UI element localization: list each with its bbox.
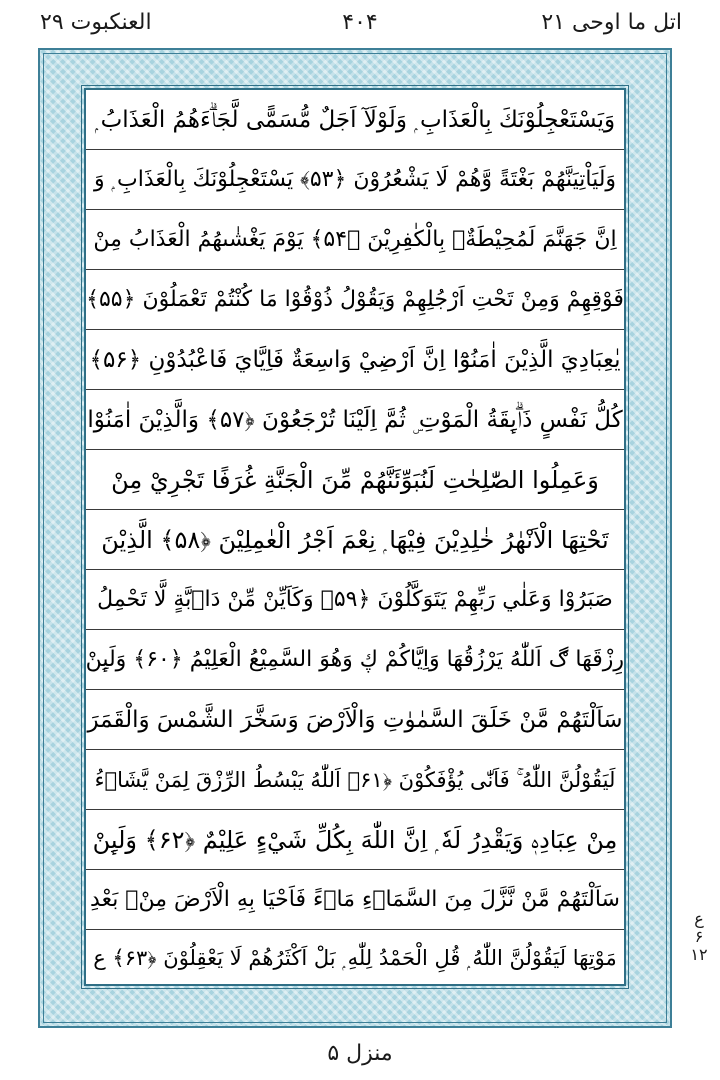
ruku-marker-top: ع <box>694 909 704 928</box>
manzil-footer: منزل ۵ <box>327 1041 393 1066</box>
text-line-14: سَاَلْتَهُمْ مَّنْ نَّزَّلَ مِنَ السَّمَاۗءِ مَاۗءً فَاَحْيَا بِهِ الْاَرْضَ مِنْۢ بَعْدِ <box>86 870 624 930</box>
ruku-marker-middle: ۶ <box>694 927 704 946</box>
text-line-4: فَوْقِهِمْ وَمِنْ تَحْتِ اَرْجُلِهِمْ وَيَقُوْلُ ذُوْقُوْا مَا كُنْتُمْ تَعْمَلُوْنَ ﴿۵۵﴾ <box>86 270 624 330</box>
para-name: اتل ما اوحی ۲۱ <box>541 10 682 35</box>
text-line-3: اِنَّ جَهَنَّمَ لَمُحِيْطَةٌۢ بِالْكٰفِرِيْنَ ﴿۵۴﴾ يَوْمَ يَغْشٰىهُمُ الْعَذَابُ مِنْ <box>86 210 624 270</box>
text-line-1: وَيَسْتَعْجِلُوْنَكَ بِالْعَذَابِ ۭ وَلَوْلَآ اَجَلٌ مُّسَمًّى لَّجَاۗءَهُمُ الْعَذَابُ ۭ <box>86 90 624 150</box>
text-line-15: مَوْتِهَا لَيَقُوْلُنَّ اللّٰهُ ۭ قُلِ الْحَمْدُ لِلّٰهِ ۭ بَلْ اَكْثَرُهُمْ لَا يَعْقِلُوْنَ ﴿۶۳﴾ ع <box>93 946 617 970</box>
text-line-7: وَعَمِلُوا الصّٰلِحٰتِ لَنُبَوِّئَنَّهُمْ مِّنَ الْجَنَّةِ غُرَفًا تَجْرِيْ مِنْ <box>86 450 624 510</box>
text-line-8: تَحْتِهَا الْاَنْهٰرُ خٰلِدِيْنَ فِيْهَا ۭ نِعْمَ اَجْرُ الْعٰمِلِيْنَ ﴿۵۸﴾ الَّذِيْنَ <box>86 510 624 570</box>
decorative-border <box>38 48 672 1028</box>
text-line-6: كُلُّ نَفْسٍ ذَاۗىِٕقَةُ الْمَوْتِ ۣ ثُمَّ اِلَيْنَا تُرْجَعُوْنَ ﴿۵۷﴾ وَالَّذِيْنَ اٰمَنُوْا <box>86 390 624 450</box>
text-line-11: سَاَلْتَهُمْ مَّنْ خَلَقَ السَّمٰوٰتِ وَالْاَرْضَ وَسَخَّرَ الشَّمْسَ وَالْقَمَرَ <box>86 690 624 750</box>
text-line-5: يٰعِبَادِيَ الَّذِيْنَ اٰمَنُوْٓا اِنَّ اَرْضِيْ وَاسِعَةٌ فَاِيَّايَ فَاعْبُدُوْنِ ﴿۵۶﴾ <box>86 330 624 390</box>
text-line-13: مِنْ عِبَادِهٖ وَيَقْدِرُ لَهٗ ۭ اِنَّ اللّٰهَ بِكُلِّ شَيْءٍ عَلِيْمٌ ﴿۶۲﴾ وَلَىِٕنْ <box>86 810 624 870</box>
surah-name: العنکبوت ۲۹ <box>40 10 152 35</box>
text-line-10: رِزْقَهَا ڰ اَللّٰهُ يَرْزُقُهَا وَاِيَّاكُمْ ڮ وَهُوَ السَّمِيْعُ الْعَلِيْمُ ﴿۶۰﴾ وَلَىِٕنْ <box>86 630 624 690</box>
ruku-marker <box>686 910 712 964</box>
text-line-2: وَلَيَاْتِيَنَّهُمْ بَغْتَةً وَّهُمْ لَا يَشْعُرُوْنَ ﴿۵۳﴾ يَسْتَعْجِلُوْنَكَ بِالْعَذَابِ ۭ وَ <box>86 150 624 210</box>
ruku-marker-bottom: ۱۲ <box>690 945 708 964</box>
text-line-12: لَيَقُوْلُنَّ اللّٰهُ ۚ فَاَنّٰى يُؤْفَكُوْنَ ﴿۶۱﴾ اَللّٰهُ يَبْسُطُ الرِّزْقَ لِمَنْ يَّشَاۗءُ <box>86 750 624 810</box>
page-number: ۴۰۴ <box>342 10 378 35</box>
text-line-9: صَبَرُوْا وَعَلٰي رَبِّهِمْ يَتَوَكَّلُوْنَ ﴿۵۹﴾ وَكَاَيِّنْ مِّنْ دَاۗبَّةٍ لَّا تَحْمِلُ <box>86 570 624 630</box>
text-panel <box>84 88 626 986</box>
page-header <box>0 0 720 46</box>
